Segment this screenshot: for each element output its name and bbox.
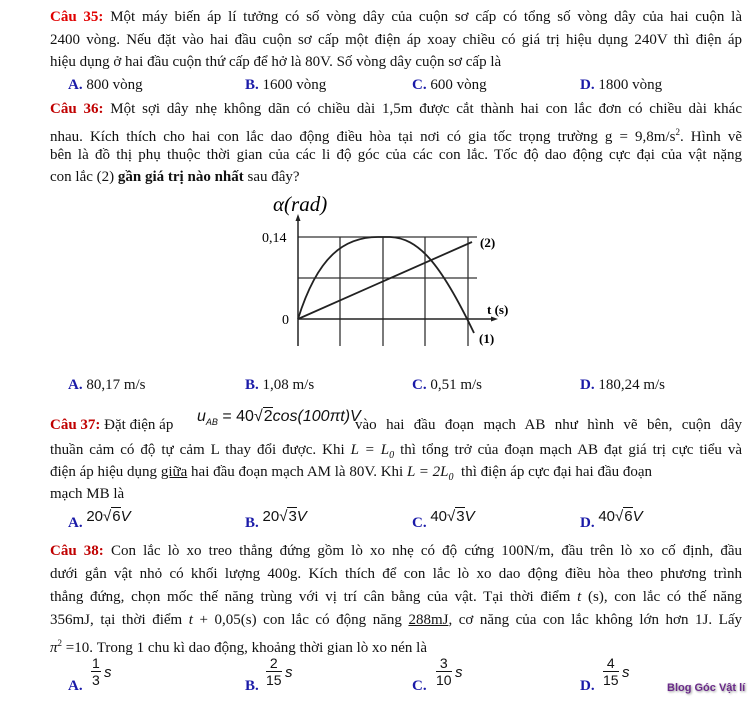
q38-line-5: $\pi^2 =10$. Trong 1 chu kì dao động, khoảng thời gian lò xo nén là	[50, 638, 427, 656]
q38-text: 288mJ	[408, 612, 449, 628]
option-unit: V	[464, 508, 475, 525]
q38-option-d[interactable]	[580, 677, 595, 695]
math-t: t	[577, 589, 582, 605]
q37-label: Câu 37:	[50, 417, 101, 433]
q36-label: Câu 36:	[50, 101, 104, 117]
q35-line-2: 2400 vòng. Nếu đặt vào hai đầu cuộn sơ cấp một điện áp xoay chiều có giá trị hiệu dụng 240V thì điện áp	[50, 32, 742, 48]
option-text: 600 vòng	[430, 77, 487, 93]
option-unit: s	[622, 664, 630, 681]
option-text: 0,51 m/s	[430, 377, 483, 393]
q38-option-a[interactable]	[68, 677, 83, 695]
option-letter: C.	[412, 377, 427, 393]
graph-grid	[298, 237, 477, 346]
option-radicand: 6	[624, 508, 633, 525]
option-letter: A.	[68, 77, 83, 93]
x-axis-label: t (s)	[487, 302, 509, 317]
q38-line-4	[50, 611, 742, 629]
denominator: 10	[436, 672, 452, 688]
option-radicand: 3	[456, 508, 465, 525]
q37-text: thuần cảm có độ tự cảm L thay đổi được. Khi	[50, 442, 351, 458]
q38-text: =10. Trong 1 chu kì dao động, khoảng thời gian lò xo nén là	[62, 640, 427, 656]
option-radicand: 3	[288, 508, 297, 525]
q37-text: Đặt điện áp	[104, 417, 174, 433]
q37-option-a[interactable]: A. 20√6V	[68, 508, 131, 531]
option-text: 1600 vòng	[262, 77, 327, 93]
subscript: 0	[448, 472, 454, 483]
option-coef: 40	[598, 508, 616, 525]
q37-line-3	[50, 463, 652, 487]
formula-var: u	[197, 408, 206, 425]
curve-1-label: (1)	[479, 331, 495, 346]
q38-line-1	[50, 542, 742, 560]
q38-option-c[interactable]	[412, 677, 427, 695]
q35-text: Một máy biến áp lí tưởng có số vòng dây của cuộn sơ cấp có tổng số vòng dây của hai cuộn là	[110, 9, 742, 25]
option-unit: s	[285, 664, 293, 681]
option-coef: 20	[86, 508, 104, 525]
option-letter: D.	[580, 678, 595, 694]
curve-2-label: (2)	[480, 235, 496, 250]
option-letter: B.	[245, 77, 259, 93]
option-coef: 20	[262, 508, 280, 525]
option-letter: B.	[245, 377, 259, 393]
q38-line-2: dưới gắn vật nhỏ có khối lượng 400g. Kích thích để con lắc lò xo dao động điều hòa theo phương trình	[50, 566, 742, 582]
denominator: 3	[92, 672, 100, 688]
option-text: 1800 vòng	[598, 77, 663, 93]
q37-line-4: mạch MB là	[50, 486, 125, 502]
q38-text: , cơ năng của con lắc không lớn hơn 1J. Lấy	[448, 612, 742, 628]
option-unit: V	[296, 508, 307, 525]
q36-line-3: bên là đồ thị phụ thuộc thời gian của các li độ góc của các con lắc. Tốc độ dao động cực đại của vật nặng	[50, 147, 742, 163]
q37-option-b[interactable]: B. 20√3V	[245, 508, 307, 531]
option-text: 180,24 m/s	[598, 377, 666, 393]
option-letter: B.	[245, 678, 259, 694]
numerator: 1	[92, 655, 100, 671]
q35-label: Câu 35:	[50, 9, 104, 25]
option-unit: V	[632, 508, 643, 525]
option-unit: V	[120, 508, 131, 525]
option-letter: D.	[580, 515, 595, 531]
formula-tail: cos(100πt)V	[272, 408, 361, 425]
math-l0: L = L	[350, 442, 390, 458]
q37-formula: $u_{AB} = 40√2\cos(100\pi t)V$	[197, 408, 361, 428]
q37-option-d[interactable]: D. 40√6V	[580, 508, 643, 531]
q38-line-3	[50, 588, 742, 606]
q36-bold-phrase: gần giá trị nào nhất	[117, 169, 244, 185]
q36-text: sau đây?	[243, 169, 300, 185]
option-letter: C.	[412, 678, 427, 694]
q38-text: Con lắc lò xo treo thẳng đứng gồm lò xo nhẹ có độ cứng 100N/m, đầu trên lò xo cố định, đầu	[110, 543, 742, 559]
q37-line-1-start	[50, 416, 173, 434]
numerator: 3	[436, 655, 452, 672]
q38-option-a-fraction	[91, 655, 101, 688]
q38-text: (s), con lắc có thế năng	[581, 589, 742, 605]
q36-option-c[interactable]	[412, 376, 482, 394]
formula-eq: = 40	[217, 408, 254, 425]
q37-line-1-tail: vào hai đầu đoạn mạch AB như hình vẽ bên, cuộn dây	[355, 417, 742, 433]
q37-option-c[interactable]: C. 40√3V	[412, 508, 475, 531]
q37-text: giữa	[160, 464, 188, 480]
option-letter: C.	[412, 77, 427, 93]
option-letter: A.	[68, 377, 83, 393]
q38-option-b[interactable]	[245, 677, 259, 695]
option-coef: 40	[430, 508, 448, 525]
q36-text: . Hình vẽ	[679, 129, 742, 145]
q38-option-b-fraction	[266, 655, 282, 688]
q37-text: thì điện áp cực đại hai đầu đoạn	[453, 464, 653, 480]
q38-label: Câu 38:	[50, 543, 104, 559]
option-unit: s	[455, 664, 463, 681]
superscript: 2	[675, 127, 680, 137]
q36-option-a[interactable]	[68, 376, 146, 394]
y-axis-label: α(rad)	[273, 192, 328, 216]
q36-text: nhau. Kích thích cho hai con lắc dao động điều hòa tại nơi có gia tốc trọng trường g = 9,8m/s	[50, 129, 676, 145]
math-2l0: L = 2L	[406, 464, 449, 480]
option-text: 80,17 m/s	[86, 377, 146, 393]
option-letter: D.	[580, 377, 595, 393]
option-unit: s	[104, 664, 112, 681]
option-letter: A.	[68, 515, 83, 531]
numerator: 4	[603, 655, 619, 672]
q38-text: 356mJ, tại thời điểm	[50, 612, 189, 628]
option-letter: C.	[412, 515, 427, 531]
q37-text: thì tổng trở của đoạn mạch AB đạt giá trị cực tiểu và	[394, 442, 742, 458]
option-text: 1,08 m/s	[262, 377, 315, 393]
q37-text: hai đầu đoạn mạch AM là 80V. Khi	[187, 464, 407, 480]
q37-text: điện áp hiệu dụng	[50, 464, 161, 480]
q36-option-d[interactable]	[580, 376, 665, 394]
q36-option-b[interactable]	[245, 376, 314, 394]
numerator: 2	[266, 655, 282, 672]
option-text: 800 vòng	[86, 77, 143, 93]
math-t: t	[188, 612, 193, 628]
watermark: Blog Góc Vật lí	[667, 682, 746, 694]
x-axis-arrow-icon	[491, 317, 498, 322]
q38-option-d-fraction	[603, 655, 619, 688]
y-tick-label: 0,14	[262, 231, 287, 246]
option-radicand: 6	[112, 508, 121, 525]
subscript: 0	[389, 450, 395, 461]
option-letter: B.	[245, 515, 259, 531]
formula-radicand: 2	[263, 408, 273, 425]
q37-line-2	[50, 441, 742, 465]
denominator: 15	[603, 672, 619, 688]
denominator: 15	[266, 672, 282, 688]
option-letter: D.	[580, 77, 595, 93]
option-letter: A.	[68, 678, 83, 694]
formula-sub: AB	[205, 417, 218, 428]
q38-option-c-fraction	[436, 655, 452, 688]
math-pi: π	[50, 640, 58, 656]
q35-line-3: hiệu dụng ở hai đầu cuộn thứ cấp để hở là 80V. Số vòng dây cuộn sơ cấp là	[50, 54, 502, 70]
q36-text: Một sợi dây nhẹ không dãn có chiều dài 1,5m được cắt thành hai con lắc đơn có chiều dài khác	[110, 101, 742, 117]
origin-label: 0	[282, 313, 289, 328]
q38-text: thẳng đứng, chọn mốc thế năng trùng với vị trí cân bằng của vật. Tại thời điểm	[50, 589, 578, 605]
q36-text: con lắc (2)	[50, 169, 118, 185]
q38-text: + 0,05(s) con lắc có động năng	[192, 612, 409, 628]
